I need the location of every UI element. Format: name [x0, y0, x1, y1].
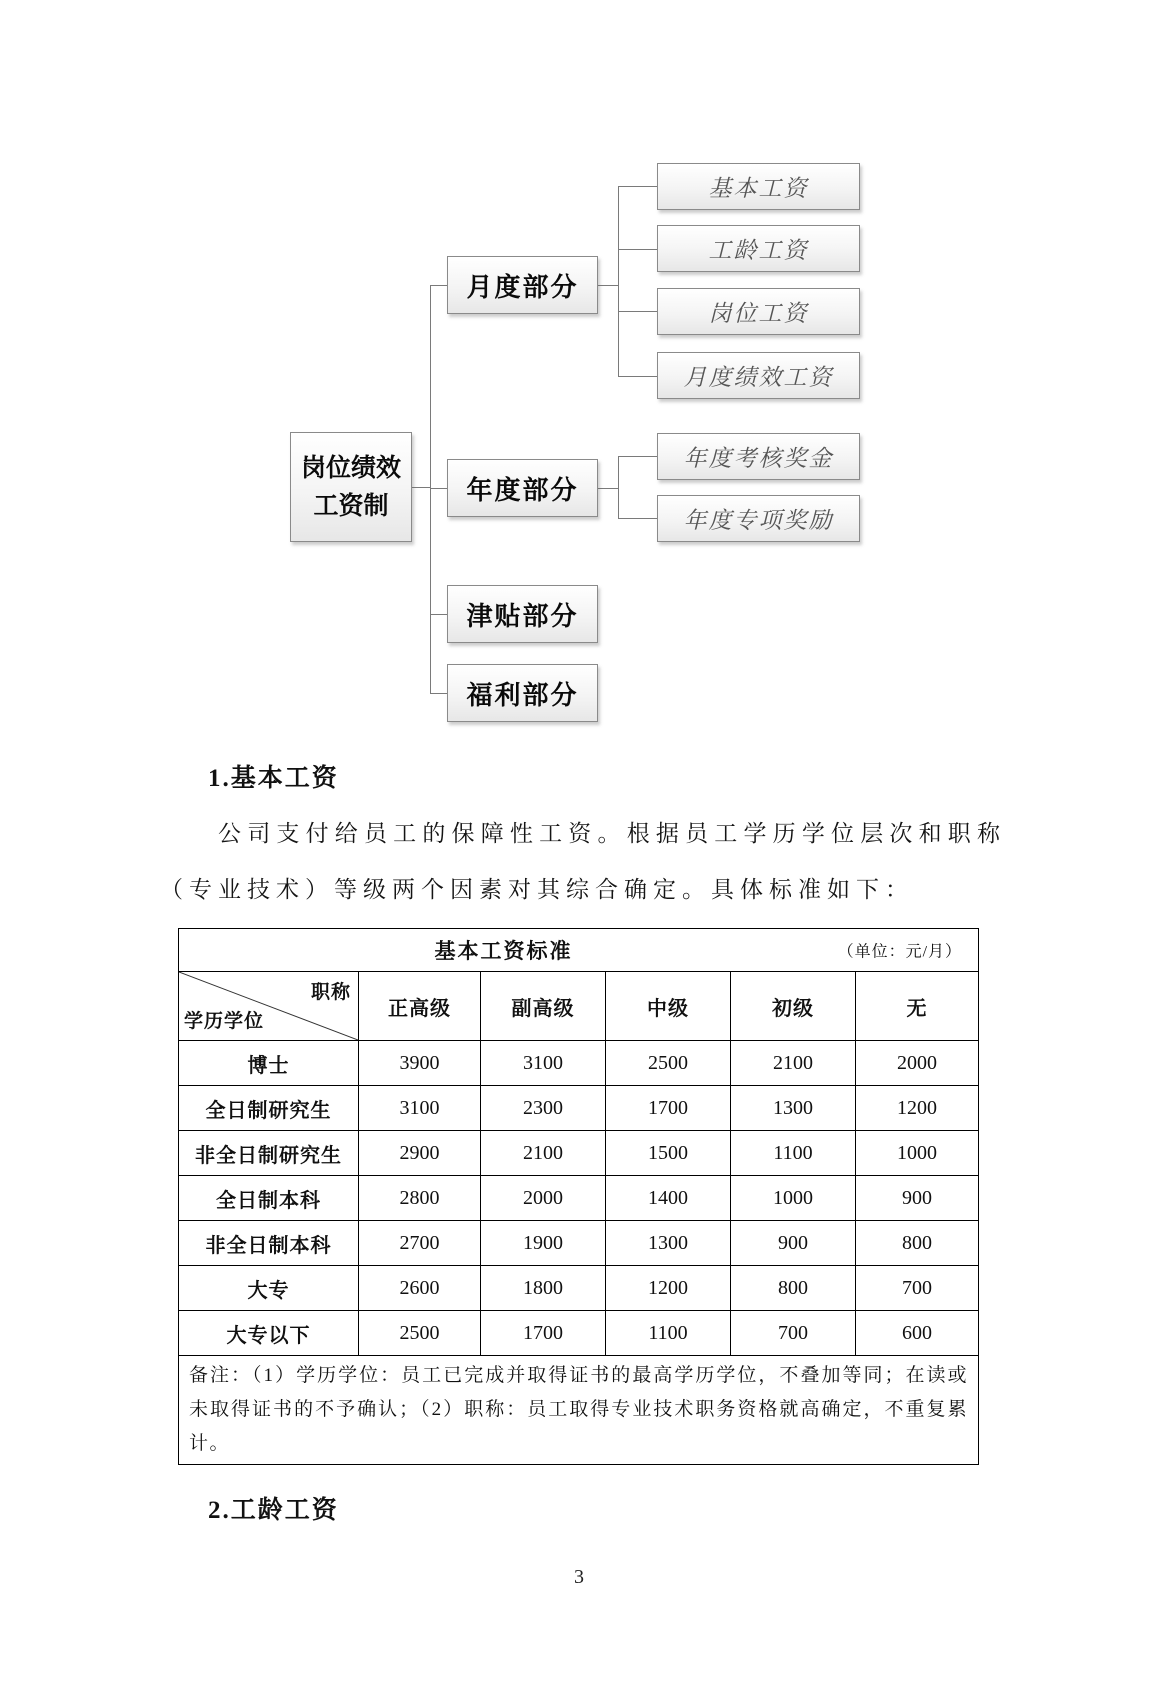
diagram-leaf-box — [657, 288, 860, 335]
table-cell: 2000 — [481, 1176, 606, 1221]
diagram-leaf-box — [657, 163, 860, 210]
diagram-branch-box-annual — [447, 459, 598, 517]
section-heading-1: 1.基本工资 — [208, 765, 339, 792]
page-number: 3 — [574, 1566, 584, 1588]
row-label: 全日制本科 — [179, 1176, 359, 1221]
table-row — [179, 1176, 979, 1221]
column-header: 中级 — [606, 972, 731, 1041]
table-cell: 3100 — [481, 1041, 606, 1086]
table-row — [179, 1221, 979, 1266]
table-cell: 1100 — [606, 1311, 731, 1356]
table-note: 备注：（1）学历学位：员工已完成并取得证书的最高学历学位，不叠加等同；在读或未取得证书的不予确认；（2）职称：员工取得专业技术职务资格就高确定，不重复累计。 — [179, 1356, 979, 1465]
diagram-branch-box-monthly — [447, 256, 598, 314]
table-cell: 800 — [856, 1221, 979, 1266]
row-label: 非全日制本科 — [179, 1221, 359, 1266]
table-cell: 1200 — [606, 1266, 731, 1311]
table-cell: 1500 — [606, 1131, 731, 1176]
diagram-leaf-label: 年度专项奖励 — [683, 508, 834, 533]
connector-line — [430, 693, 447, 694]
diagram-branch-label: 年度部分 — [466, 474, 579, 505]
table-cell: 2600 — [359, 1266, 481, 1311]
table-row — [179, 1131, 979, 1176]
diagram-root-line1: 岗位绩效 — [300, 454, 401, 482]
table-corner-cell — [179, 972, 359, 1041]
table-title-cell — [179, 929, 979, 972]
table-row — [179, 1266, 979, 1311]
connector-line — [618, 456, 619, 519]
table-cell: 2100 — [731, 1041, 856, 1086]
table-cell: 1700 — [481, 1311, 606, 1356]
connector-line — [430, 614, 447, 615]
table-cell: 2100 — [481, 1131, 606, 1176]
connector-line — [618, 376, 657, 377]
table-cell: 2800 — [359, 1176, 481, 1221]
diagram-branch-box-welfare — [447, 664, 598, 722]
connector-line — [430, 285, 447, 286]
table-cell: 2500 — [606, 1041, 731, 1086]
table-cell: 1800 — [481, 1266, 606, 1311]
table-cell: 3900 — [359, 1041, 481, 1086]
corner-label-title: 职称 — [310, 982, 351, 1003]
connector-line — [618, 249, 657, 250]
table-unit-note: （单位：元/月） — [837, 943, 963, 961]
row-label: 大专以下 — [179, 1311, 359, 1356]
row-label: 非全日制研究生 — [179, 1131, 359, 1176]
row-label: 全日制研究生 — [179, 1086, 359, 1131]
diagram-branch-label: 福利部分 — [466, 679, 579, 710]
table-cell: 800 — [731, 1266, 856, 1311]
table-cell: 3100 — [359, 1086, 481, 1131]
table-note-row — [179, 1356, 979, 1465]
connector-line — [412, 487, 430, 488]
table-title: 基本工资标准 — [434, 940, 573, 963]
connector-line — [618, 311, 657, 312]
diagram-leaf-box — [657, 433, 860, 480]
diagram-branch-box-allowance — [447, 585, 598, 643]
table-cell: 1400 — [606, 1176, 731, 1221]
section-heading-2: 2.工龄工资 — [208, 1497, 339, 1524]
table-header-row — [179, 972, 979, 1041]
table-cell: 2900 — [359, 1131, 481, 1176]
table-cell: 2500 — [359, 1311, 481, 1356]
table-cell: 700 — [731, 1311, 856, 1356]
diagram-branch-label: 月度部分 — [466, 271, 579, 302]
diagram-leaf-label: 月度绩效工资 — [683, 365, 834, 390]
basic-salary-table — [178, 928, 979, 1465]
diagram-leaf-label: 基本工资 — [708, 176, 809, 201]
connector-line — [618, 186, 619, 377]
table-title-row — [179, 929, 979, 972]
table-cell: 1100 — [731, 1131, 856, 1176]
diagram-branch-label: 津贴部分 — [466, 600, 579, 631]
connector-line — [598, 285, 618, 286]
table-row — [179, 1086, 979, 1131]
diagram-root-line2: 工资制 — [313, 492, 389, 520]
diagram-leaf-label: 岗位工资 — [708, 301, 809, 326]
table-cell: 2300 — [481, 1086, 606, 1131]
table-cell: 1000 — [856, 1131, 979, 1176]
table-cell: 600 — [856, 1311, 979, 1356]
table-cell: 2000 — [856, 1041, 979, 1086]
table-row — [179, 1311, 979, 1356]
column-header: 副高级 — [481, 972, 606, 1041]
column-header: 初级 — [731, 972, 856, 1041]
table-cell: 1300 — [606, 1221, 731, 1266]
corner-label-education: 学历学位 — [184, 1011, 265, 1032]
connector-line — [598, 488, 618, 489]
connector-line — [618, 456, 657, 457]
table-cell: 1700 — [606, 1086, 731, 1131]
table-row — [179, 1041, 979, 1086]
connector-line — [618, 518, 657, 519]
table-cell: 1300 — [731, 1086, 856, 1131]
table-cell: 700 — [856, 1266, 979, 1311]
diagram-root-box — [290, 432, 412, 542]
column-header: 无 — [856, 972, 979, 1041]
row-label: 大专 — [179, 1266, 359, 1311]
table-cell: 2700 — [359, 1221, 481, 1266]
diagram-leaf-box — [657, 225, 860, 272]
connector-line — [430, 488, 447, 489]
body-paragraph: 公司支付给员工的保障性工资。根据员工学历学位层次和职称（专业技术）等级两个因素对其综合确定。具体标准如下： — [160, 821, 1006, 902]
table-cell: 1900 — [481, 1221, 606, 1266]
connector-line — [618, 186, 657, 187]
table-cell: 1000 — [731, 1176, 856, 1221]
diagram-leaf-label: 年度考核奖金 — [683, 446, 834, 471]
table-cell: 1200 — [856, 1086, 979, 1131]
column-header: 正高级 — [359, 972, 481, 1041]
table-cell: 900 — [731, 1221, 856, 1266]
diagram-leaf-box — [657, 495, 860, 542]
connector-line — [430, 285, 431, 693]
row-label: 博士 — [179, 1041, 359, 1086]
table-cell: 900 — [856, 1176, 979, 1221]
diagram-root-label — [301, 449, 401, 525]
diagram-leaf-label: 工龄工资 — [708, 238, 809, 263]
diagram-leaf-box — [657, 352, 860, 399]
